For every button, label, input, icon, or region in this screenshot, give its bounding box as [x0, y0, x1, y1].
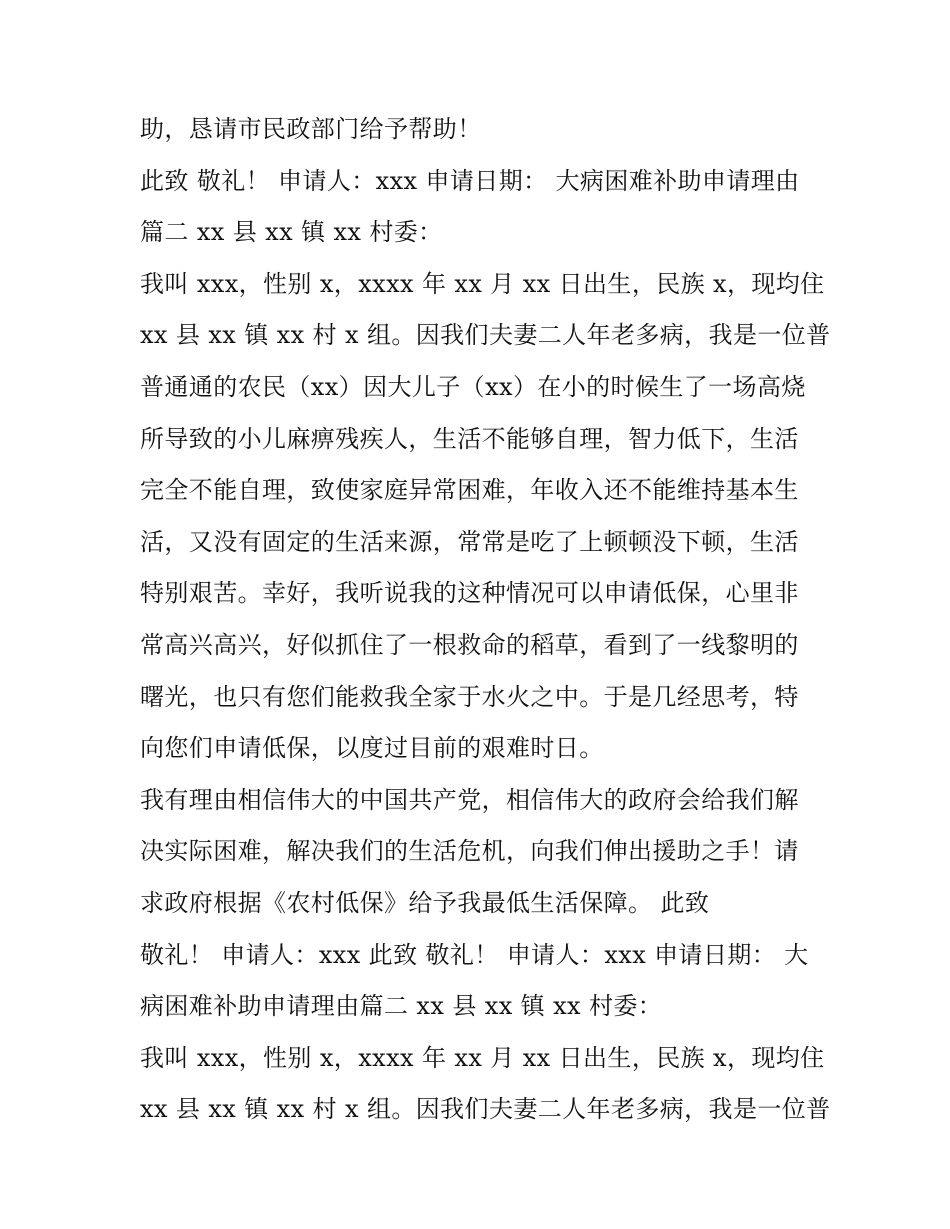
text-line: 常高兴高兴，好似抓住了一根救命的稻草，看到了一线黎明的: [140, 630, 799, 659]
text-line: 篇二 xx 县 xx 镇 xx 村委：: [140, 218, 443, 247]
text-line: 敬礼！ 申请人：xxx 此致 敬礼！ 申请人：xxx 申请日期： 大: [140, 940, 809, 969]
text-line: 我有理由相信伟大的中国共产党，相信伟大的政府会给我们解: [140, 785, 799, 814]
text-line: 求政府根据《农村低保》给予我最低生活保障。 此致: [140, 888, 710, 917]
text-line: xx 县 xx 镇 xx 村 x 组。因我们夫妻二人年老多病，我是一位普: [140, 1095, 831, 1124]
text-line: 曙光，也只有您们能救我全家于水火之中。于是几经思考，特: [140, 682, 799, 711]
text-line: 普通通的农民（xx）因大儿子（xx）在小的时候生了一场高烧: [140, 372, 806, 401]
text-line: 病困难补助申请理由篇二 xx 县 xx 镇 xx 村委：: [140, 992, 663, 1021]
text-line: 活，又没有固定的生活来源，常常是吃了上顿顿没下顿，生活: [140, 527, 799, 556]
text-line: 此致 敬礼！ 申请人：xxx 申请日期： 大病困难补助申请理由: [140, 166, 800, 195]
text-line: 决实际困难，解决我们的生活危机，向我们伸出援助之手！请: [140, 837, 799, 866]
text-line: 我叫 xxx，性别 x，xxxx 年 xx 月 xx 日出生，民族 x，现均住: [140, 269, 825, 298]
text-line: 所导致的小儿麻痹残疾人，生活不能够自理，智力低下，生活: [140, 424, 799, 453]
text-line: 完全不能自理，致使家庭异常困难，年收入还不能维持基本生: [140, 476, 799, 505]
text-line: 向您们申请低保，以度过目前的艰难时日。: [140, 734, 604, 763]
text-line: xx 县 xx 镇 xx 村 x 组。因我们夫妻二人年老多病，我是一位普: [140, 321, 831, 350]
document-body: [140, 104, 831, 1136]
text-line: 助，恳请市民政部门给予帮助！: [140, 115, 482, 143]
text-line: 我叫 xxx，性别 x，xxxx 年 xx 月 xx 日出生，民族 x，现均住: [140, 1043, 825, 1072]
text-line: 特别艰苦。幸好，我听说我的这种情况可以申请低保，心里非: [140, 579, 799, 608]
